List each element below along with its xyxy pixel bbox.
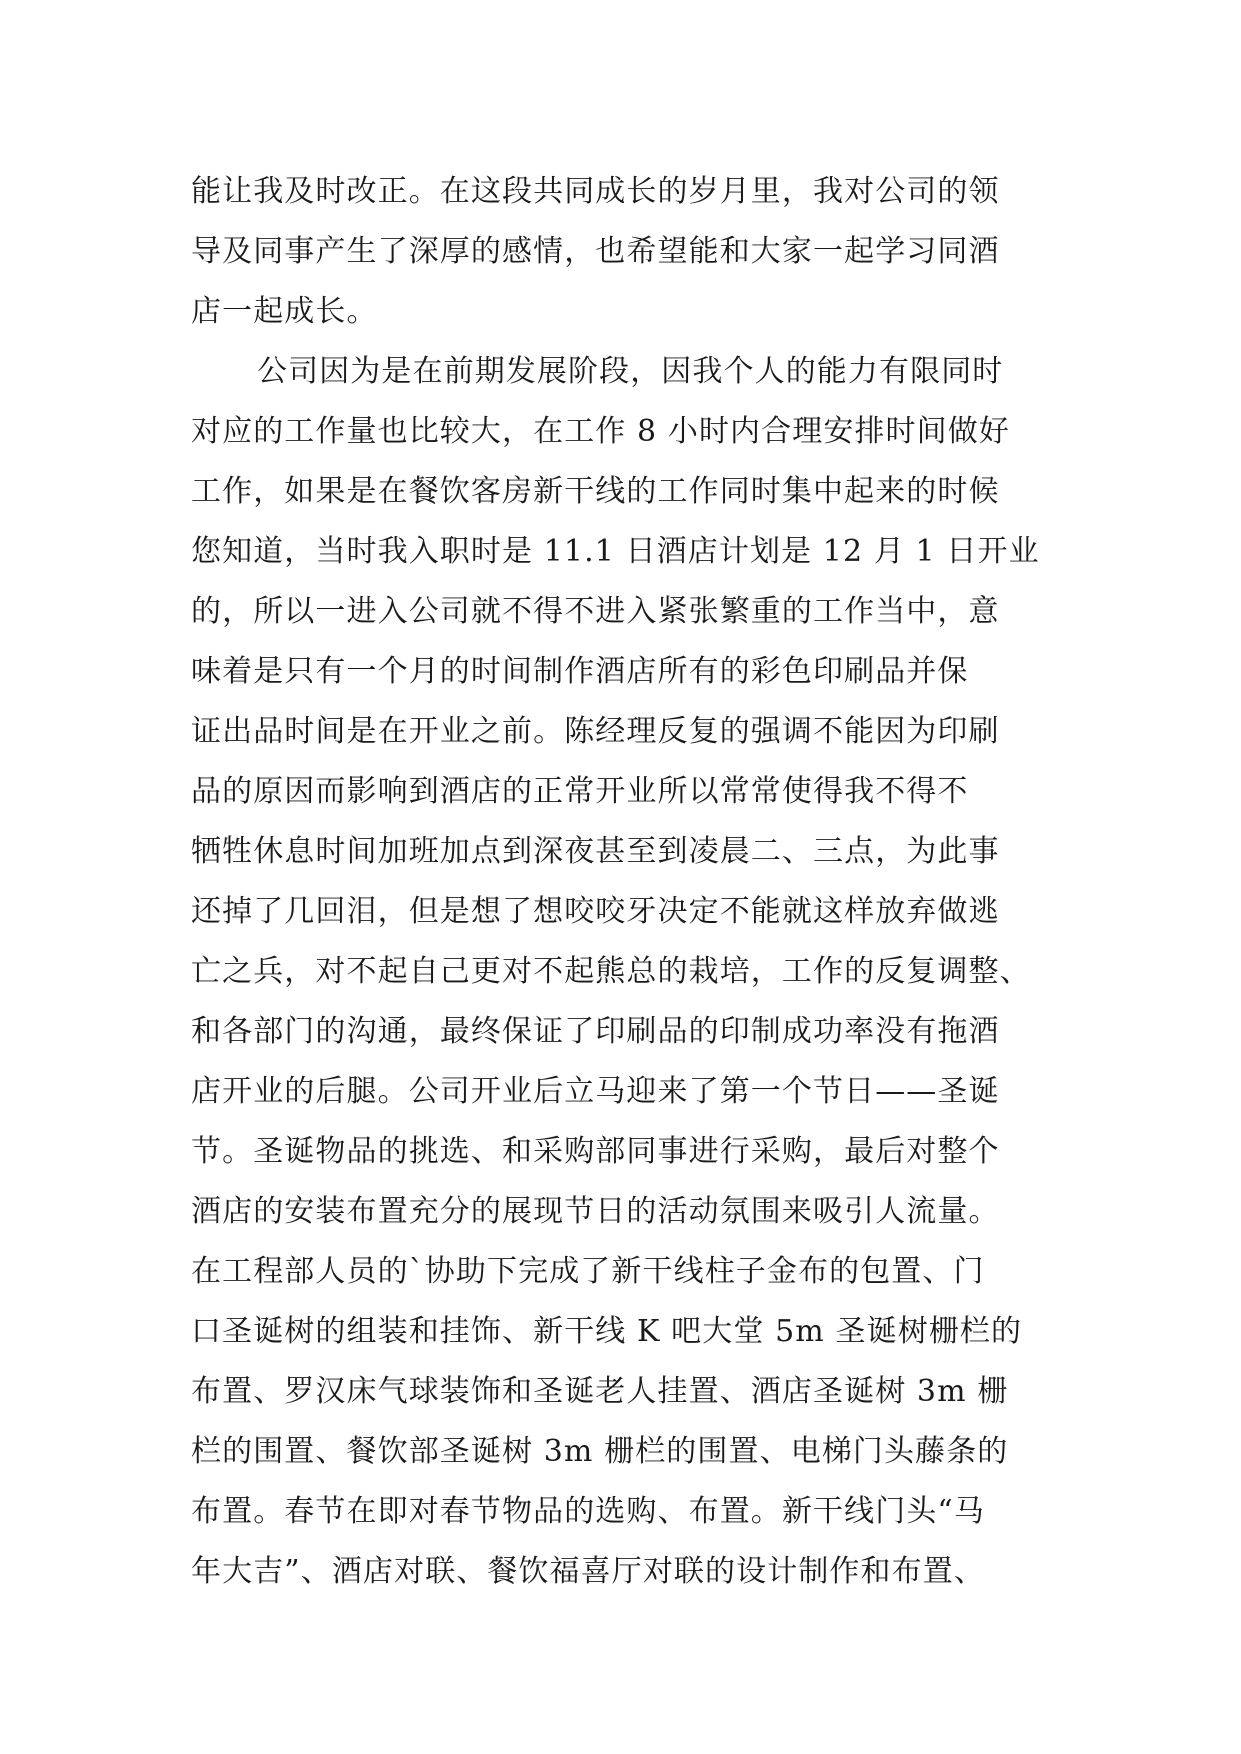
text-line: 节。圣诞物品的挑选、和采购部同事进行采购，最后对整个: [191, 1134, 1000, 1169]
body-text: [191, 162, 1071, 1602]
paragraph-first-line: 公司因为是在前期发展阶段，因我个人的能力有限同时: [257, 354, 1004, 389]
text-line: 口圣诞树的组装和挂饰、新干线 K 吧大堂 5m 圣诞树栅栏的: [191, 1314, 1023, 1349]
text-line: 证出品时间是在开业之前。陈经理反复的强调不能因为印刷: [191, 714, 1000, 749]
text-line: 对应的工作量也比较大，在工作 8 小时内合理安排时间做好: [191, 414, 1010, 449]
text-line: 和各部门的沟通，最终保证了印刷品的印制成功率没有拖酒: [191, 1014, 1000, 1049]
text-line: 布置、罗汉床气球装饰和圣诞老人挂置、酒店圣诞树 3m 栅: [191, 1374, 1009, 1409]
text-line: 工作，如果是在餐饮客房新干线的工作同时集中起来的时候: [191, 474, 1000, 509]
text-line: 还掉了几回泪，但是想了想咬咬牙决定不能就这样放弃做逃: [191, 894, 1000, 929]
text-line: 味着是只有一个月的时间制作酒店所有的彩色印刷品并保: [191, 654, 969, 689]
text-line: 在工程部人员的`协助下完成了新干线柱子金布的包置、门: [191, 1254, 985, 1289]
text-line: 栏的围置、餐饮部圣诞树 3m 栅栏的围置、电梯门头藤条的: [191, 1434, 1009, 1469]
text-line: 店一起成长。: [191, 294, 378, 329]
text-line: 的，所以一进入公司就不得不进入紧张繁重的工作当中，意: [191, 594, 1000, 629]
text-line: 导及同事产生了深厚的感情，也希望能和大家一起学习同酒: [191, 234, 1000, 269]
text-line: 品的原因而影响到酒店的正常开业所以常常使得我不得不: [191, 774, 969, 809]
text-line: 店开业的后腿。公司开业后立马迎来了第一个节日——圣诞: [191, 1074, 1000, 1109]
text-line: 布置。春节在即对春节物品的选购、布置。新干线门头“马: [191, 1494, 985, 1529]
text-line: 能让我及时改正。在这段共同成长的岁月里，我对公司的领: [191, 174, 1000, 209]
text-line: 牺牲休息时间加班加点到深夜甚至到凌晨二、三点，为此事: [191, 834, 1000, 869]
text-line: 您知道，当时我入职时是 11.1 日酒店计划是 12 月 1 日开业: [191, 534, 1040, 569]
text-line: 亡之兵，对不起自己更对不起熊总的栽培，工作的反复调整、: [191, 954, 1031, 989]
text-line: 酒店的安装布置充分的展现节日的活动氛围来吸引人流量。: [191, 1194, 1000, 1229]
text-line: 年大吉”、酒店对联、餐饮福喜厅对联的设计制作和布置、: [191, 1554, 985, 1589]
